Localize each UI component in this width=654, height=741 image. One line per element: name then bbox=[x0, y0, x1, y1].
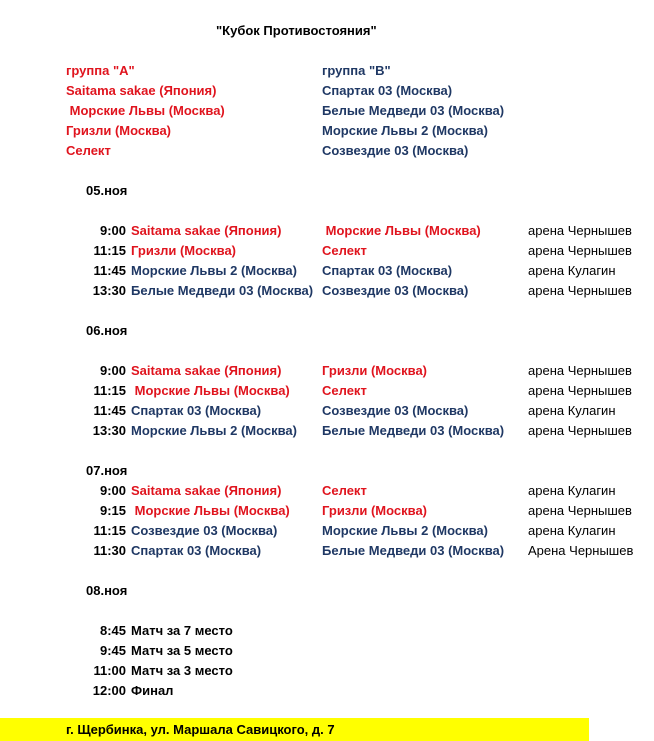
match-time: 11:45 bbox=[93, 403, 126, 418]
day-date: 05.ноя bbox=[86, 183, 128, 198]
day-date: 07.ноя bbox=[86, 463, 128, 478]
match-time: 9:15 bbox=[99, 503, 126, 518]
match-home: Saitama sakae (Япония) bbox=[131, 223, 282, 238]
match-label: Матч за 5 место bbox=[131, 643, 233, 658]
match-time: 11:30 bbox=[93, 543, 126, 558]
group-b-label: группа "В" bbox=[322, 63, 391, 78]
match-time: 11:15 bbox=[93, 243, 126, 258]
match-label: Матч за 7 место bbox=[131, 623, 233, 638]
match-away: Спартак 03 (Москва) bbox=[322, 263, 453, 278]
match-home: Созвездие 03 (Москва) bbox=[131, 523, 278, 538]
group-b-team: Созвездие 03 (Москва) bbox=[322, 143, 469, 158]
match-home: Морские Львы (Москва) bbox=[131, 503, 290, 518]
match-away: Селект bbox=[322, 483, 367, 498]
match-time: 9:00 bbox=[99, 223, 126, 238]
match-away: Белые Медведи 03 (Москва) bbox=[322, 423, 505, 438]
match-time: 12:00 bbox=[92, 683, 126, 698]
match-label: Матч за 3 место bbox=[131, 663, 233, 678]
match-home: Спартак 03 (Москва) bbox=[131, 543, 262, 558]
match-home: Морские Львы 2 (Москва) bbox=[131, 423, 297, 438]
match-arena: арена Чернышев bbox=[528, 243, 632, 258]
group-a-team: Гризли (Москва) bbox=[66, 123, 172, 138]
match-arena: арена Кулагин bbox=[528, 403, 616, 418]
page-title: "Кубок Противостояния" bbox=[216, 23, 377, 38]
match-arena: арена Чернышев bbox=[528, 363, 632, 378]
group-b-team: Морские Львы 2 (Москва) bbox=[322, 123, 488, 138]
match-time: 11:15 bbox=[93, 383, 126, 398]
venue-address: г. Щербинка, ул. Маршала Савицкого, д. 7 bbox=[66, 722, 335, 737]
match-arena: арена Кулагин bbox=[528, 483, 616, 498]
group-a-team: Селект bbox=[66, 143, 111, 158]
match-home: Saitama sakae (Япония) bbox=[131, 483, 282, 498]
match-time: 11:00 bbox=[93, 663, 126, 678]
match-away: Гризли (Москва) bbox=[322, 363, 428, 378]
match-away: Морские Львы (Москва) bbox=[322, 223, 481, 238]
match-time: 11:15 bbox=[93, 523, 126, 538]
match-away: Гризли (Москва) bbox=[322, 503, 428, 518]
group-a-team: Морские Львы (Москва) bbox=[66, 103, 225, 118]
match-away: Созвездие 03 (Москва) bbox=[322, 283, 469, 298]
match-home: Saitama sakae (Япония) bbox=[131, 363, 282, 378]
match-home: Морские Львы 2 (Москва) bbox=[131, 263, 297, 278]
match-arena: Арена Чернышев bbox=[528, 543, 634, 558]
match-away: Белые Медведи 03 (Москва) bbox=[322, 543, 505, 558]
group-b-team: Спартак 03 (Москва) bbox=[322, 83, 453, 98]
match-arena: арена Чернышев bbox=[528, 283, 632, 298]
match-time: 11:45 bbox=[93, 263, 126, 278]
match-time: 8:45 bbox=[99, 623, 126, 638]
match-time: 9:45 bbox=[99, 643, 126, 658]
match-away: Селект bbox=[322, 383, 367, 398]
match-label: Финал bbox=[131, 683, 174, 698]
match-away: Селект bbox=[322, 243, 367, 258]
match-away: Морские Львы 2 (Москва) bbox=[322, 523, 488, 538]
match-arena: арена Чернышев bbox=[528, 503, 632, 518]
match-home: Белые Медведи 03 (Москва) bbox=[131, 283, 314, 298]
match-time: 9:00 bbox=[99, 483, 126, 498]
match-arena: арена Чернышев bbox=[528, 423, 632, 438]
group-a-team: Saitama sakae (Япония) bbox=[66, 83, 217, 98]
match-home: Гризли (Москва) bbox=[131, 243, 237, 258]
match-home: Морские Львы (Москва) bbox=[131, 383, 290, 398]
match-time: 13:30 bbox=[92, 283, 126, 298]
match-arena: арена Кулагин bbox=[528, 263, 616, 278]
match-arena: арена Чернышев bbox=[528, 383, 632, 398]
match-arena: арена Чернышев bbox=[528, 223, 632, 238]
day-date: 08.ноя bbox=[86, 583, 128, 598]
match-time: 13:30 bbox=[92, 423, 126, 438]
match-home: Спартак 03 (Москва) bbox=[131, 403, 262, 418]
match-arena: арена Кулагин bbox=[528, 523, 616, 538]
group-b-team: Белые Медведи 03 (Москва) bbox=[322, 103, 505, 118]
match-time: 9:00 bbox=[99, 363, 126, 378]
day-date: 06.ноя bbox=[86, 323, 128, 338]
match-away: Созвездие 03 (Москва) bbox=[322, 403, 469, 418]
group-a-label: группа "А" bbox=[66, 63, 135, 78]
